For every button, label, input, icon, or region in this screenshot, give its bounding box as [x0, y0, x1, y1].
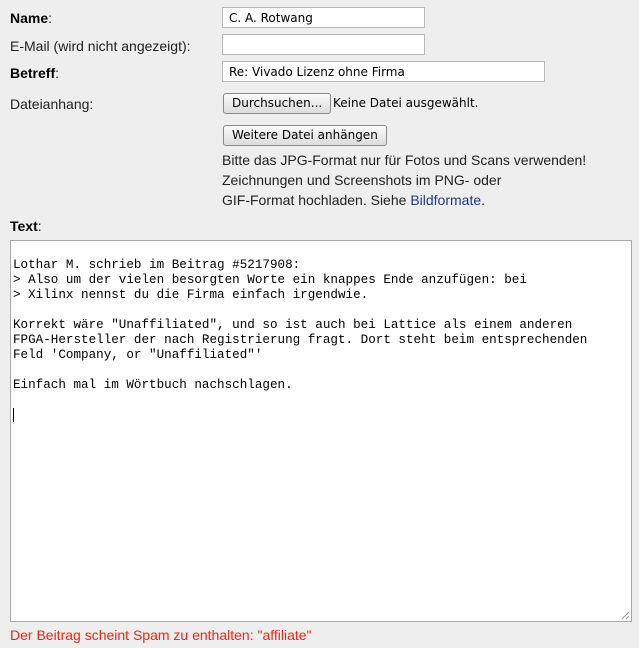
name-label: Name:: [10, 10, 53, 26]
hint-line-3: [222, 190, 586, 210]
bildformate-link[interactable]: Bildformate: [410, 192, 482, 208]
text-label: Text:: [10, 218, 42, 234]
textarea-line: [13, 303, 629, 318]
textarea-line: [13, 363, 629, 378]
browse-button[interactable]: Durchsuchen...: [223, 93, 331, 114]
name-input[interactable]: C. A. Rotwang: [222, 7, 425, 28]
hint-line-2: Zeichnungen und Screenshots im PNG- oder: [222, 172, 502, 188]
text-caret: [13, 408, 14, 422]
textarea-line: FPGA-Hersteller der nach Registrierung fragt. Dort steht beim entsprechenden: [13, 333, 588, 347]
email-input[interactable]: [222, 34, 425, 55]
textarea-line: > Also um der vielen besorgten Worte ein knappes Ende anzufügen: bei: [13, 273, 527, 287]
message-textarea[interactable]: [10, 240, 632, 622]
format-hint: [222, 150, 586, 210]
hint-line-3-suffix: .: [481, 192, 486, 208]
email-label: E-Mail (wird nicht angezeigt):: [10, 38, 191, 54]
hint-line-3-text: GIF-Format hochladen. Siehe: [222, 192, 411, 208]
attachment-label: Dateianhang:: [10, 96, 94, 112]
subject-label: Betreff:: [10, 65, 60, 81]
subject-input[interactable]: Re: Vivado Lizenz ohne Firma: [222, 61, 545, 82]
textarea-caret-line: [13, 408, 629, 425]
spam-warning: Der Beitrag scheint Spam zu enthalten: "affiliate": [10, 627, 312, 643]
resize-handle-icon[interactable]: [620, 610, 630, 620]
textarea-line: Korrekt wäre "Unaffiliated", und so ist auch bei Lattice als einem anderen: [13, 318, 573, 332]
add-file-button[interactable]: Weitere Datei anhängen: [223, 125, 387, 146]
textarea-line: [13, 393, 629, 408]
textarea-line: Einfach mal im Wörtbuch nachschlagen.: [13, 378, 293, 392]
textarea-line: > Xilinx nennst du die Firma einfach irgendwie.: [13, 288, 369, 302]
textarea-line: Lothar M. schrieb im Beitrag #5217908:: [13, 258, 301, 272]
textarea-line: Feld 'Company, or "Unaffiliated"': [13, 348, 263, 362]
no-file-text: Keine Datei ausgewählt.: [333, 96, 479, 110]
hint-line-1: Bitte das JPG-Format nur für Fotos und Scans verwenden!: [222, 152, 587, 168]
